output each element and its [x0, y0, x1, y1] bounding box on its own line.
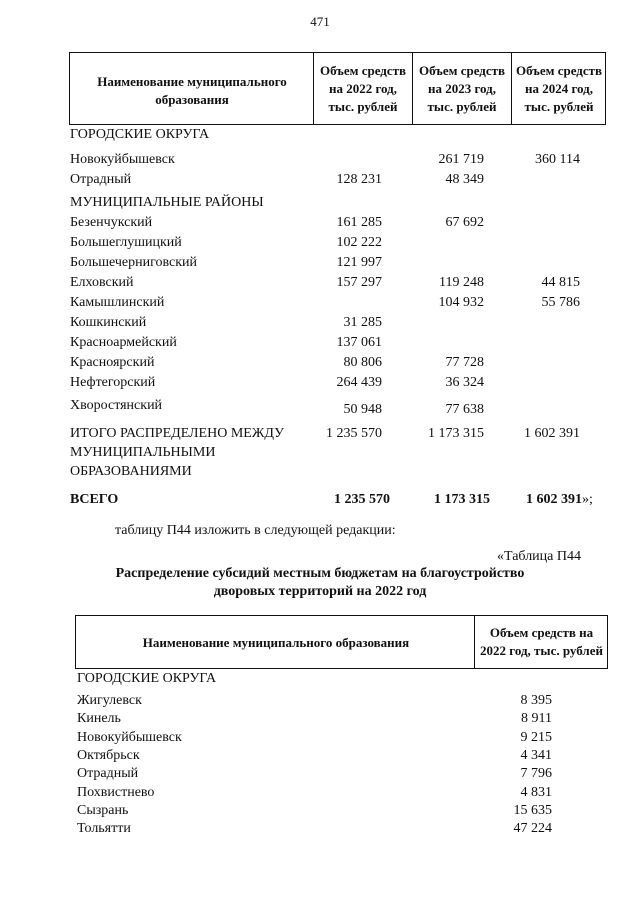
table2-row-name: Похвистнево [77, 784, 155, 800]
row-value-2022: 137 061 [336, 335, 382, 350]
itogo-2022: 1 235 570 [326, 426, 382, 441]
row-value-2023: 261 719 [438, 152, 484, 167]
total-label: ВСЕГО [70, 492, 119, 507]
table2-row-name: Октябрьск [77, 747, 140, 763]
header-name: Наименование муниципального образования [97, 73, 287, 107]
row-value-2022: 102 222 [336, 235, 382, 250]
row-name: Хворостянский [70, 398, 163, 413]
row-value-2022: 264 439 [336, 375, 382, 390]
row-value-2023: 77 728 [445, 355, 484, 370]
table2-label: «Таблица П44 [497, 549, 581, 564]
row-value-2022: 157 297 [336, 275, 382, 290]
row-value-2024: 55 786 [541, 295, 580, 310]
row-value-2022: 121 997 [336, 255, 382, 270]
column-divider [474, 616, 475, 668]
table2-title-line2: дворовых территорий на 2022 год [213, 584, 427, 599]
table2-row-value: 4 831 [520, 784, 552, 800]
row-value-2023: 77 638 [445, 402, 484, 417]
column-divider [412, 53, 413, 124]
row-value-2022: 31 285 [343, 315, 382, 330]
row-name: Отрадный [70, 172, 132, 187]
total-2023: 1 173 315 [434, 492, 490, 507]
row-name: Большеглушицкий [70, 235, 182, 250]
table2-row-value: 7 796 [520, 766, 552, 782]
row-value-2022: 128 231 [336, 172, 382, 187]
row-value-2023: 48 349 [445, 172, 484, 187]
table2-row-value: 15 635 [513, 802, 552, 818]
total-suffix: »; [582, 492, 593, 507]
row-value-2023: 104 932 [438, 295, 484, 310]
table2-row-name: Новокуйбышевск [77, 729, 182, 745]
row-name: Красноярский [70, 355, 155, 370]
row-value-2024: 44 815 [541, 275, 580, 290]
row-name: Нефтегорский [70, 375, 156, 390]
row-name: Безенчукский [70, 215, 153, 230]
total-2022: 1 235 570 [334, 492, 390, 507]
header-2022: Объем средств на 2022 год, тыс. рублей [319, 62, 407, 114]
header-2023: Объем средств на 2023 год, тыс. рублей [418, 62, 506, 114]
column-divider [511, 53, 512, 124]
row-name: Елховский [70, 275, 134, 290]
row-name: Красноармейский [70, 335, 177, 350]
table2-section-urban: ГОРОДСКИЕ ОКРУГА [77, 671, 217, 686]
page-number: 471 [310, 14, 330, 29]
table2-row-value: 8 395 [520, 693, 552, 708]
table2-row-value: 8 911 [521, 711, 552, 727]
row-name: Большечерниговский [70, 255, 198, 270]
row-value-2022: 80 806 [343, 355, 382, 370]
row-name: Камышлинский [70, 295, 165, 310]
row-value-2024: 360 114 [535, 152, 580, 167]
itogo-2023: 1 173 315 [428, 426, 484, 441]
table2-row-name: Жигулевск [77, 693, 142, 708]
row-name: Новокуйбышевск [70, 152, 175, 167]
table2-title-line1: Распределение субсидий местным бюджетам на благоустройство [115, 566, 525, 581]
itogo-2024: 1 602 391 [524, 426, 580, 441]
table2-row-name: Кинель [77, 711, 121, 727]
row-value-2023: 36 324 [445, 375, 484, 390]
table2-header [75, 615, 608, 669]
table2-header-name: Наименование муниципального образования [142, 635, 410, 650]
section-urban: ГОРОДСКИЕ ОКРУГА [70, 127, 210, 142]
row-value-2023: 119 248 [439, 275, 484, 290]
table2-row-value: 9 215 [520, 729, 552, 745]
row-name: Кошкинский [70, 315, 147, 330]
table2-row-name: Сызрань [77, 802, 129, 818]
itogo-label-line3: ОБРАЗОВАНИЯМИ [70, 464, 192, 479]
row-value-2022: 161 285 [336, 215, 382, 230]
table2-row-value: 47 224 [513, 821, 552, 837]
table2-row-name: Отрадный [77, 766, 139, 782]
row-value-2023: 67 692 [445, 215, 484, 230]
table2-header-2022: Объем средств на 2022 год, тыс. рублей [480, 625, 603, 658]
total-2024: 1 602 391 [526, 492, 582, 507]
column-divider [313, 53, 314, 124]
row-value-2022: 50 948 [343, 402, 382, 417]
table1-header [69, 52, 606, 125]
table2-row-value: 4 341 [520, 747, 552, 763]
table2-row-name: Тольятти [77, 821, 131, 837]
section-districts: МУНИЦИПАЛЬНЫЕ РАЙОНЫ [70, 195, 264, 210]
itogo-label-line1: ИТОГО РАСПРЕДЕЛЕНО МЕЖДУ [70, 426, 284, 441]
itogo-label-line2: МУНИЦИПАЛЬНЫМИ [70, 445, 216, 460]
header-2024: Объем средств на 2024 год, тыс. рублей [515, 62, 603, 114]
instruction-text: таблицу П44 изложить в следующей редакции: [115, 523, 396, 538]
